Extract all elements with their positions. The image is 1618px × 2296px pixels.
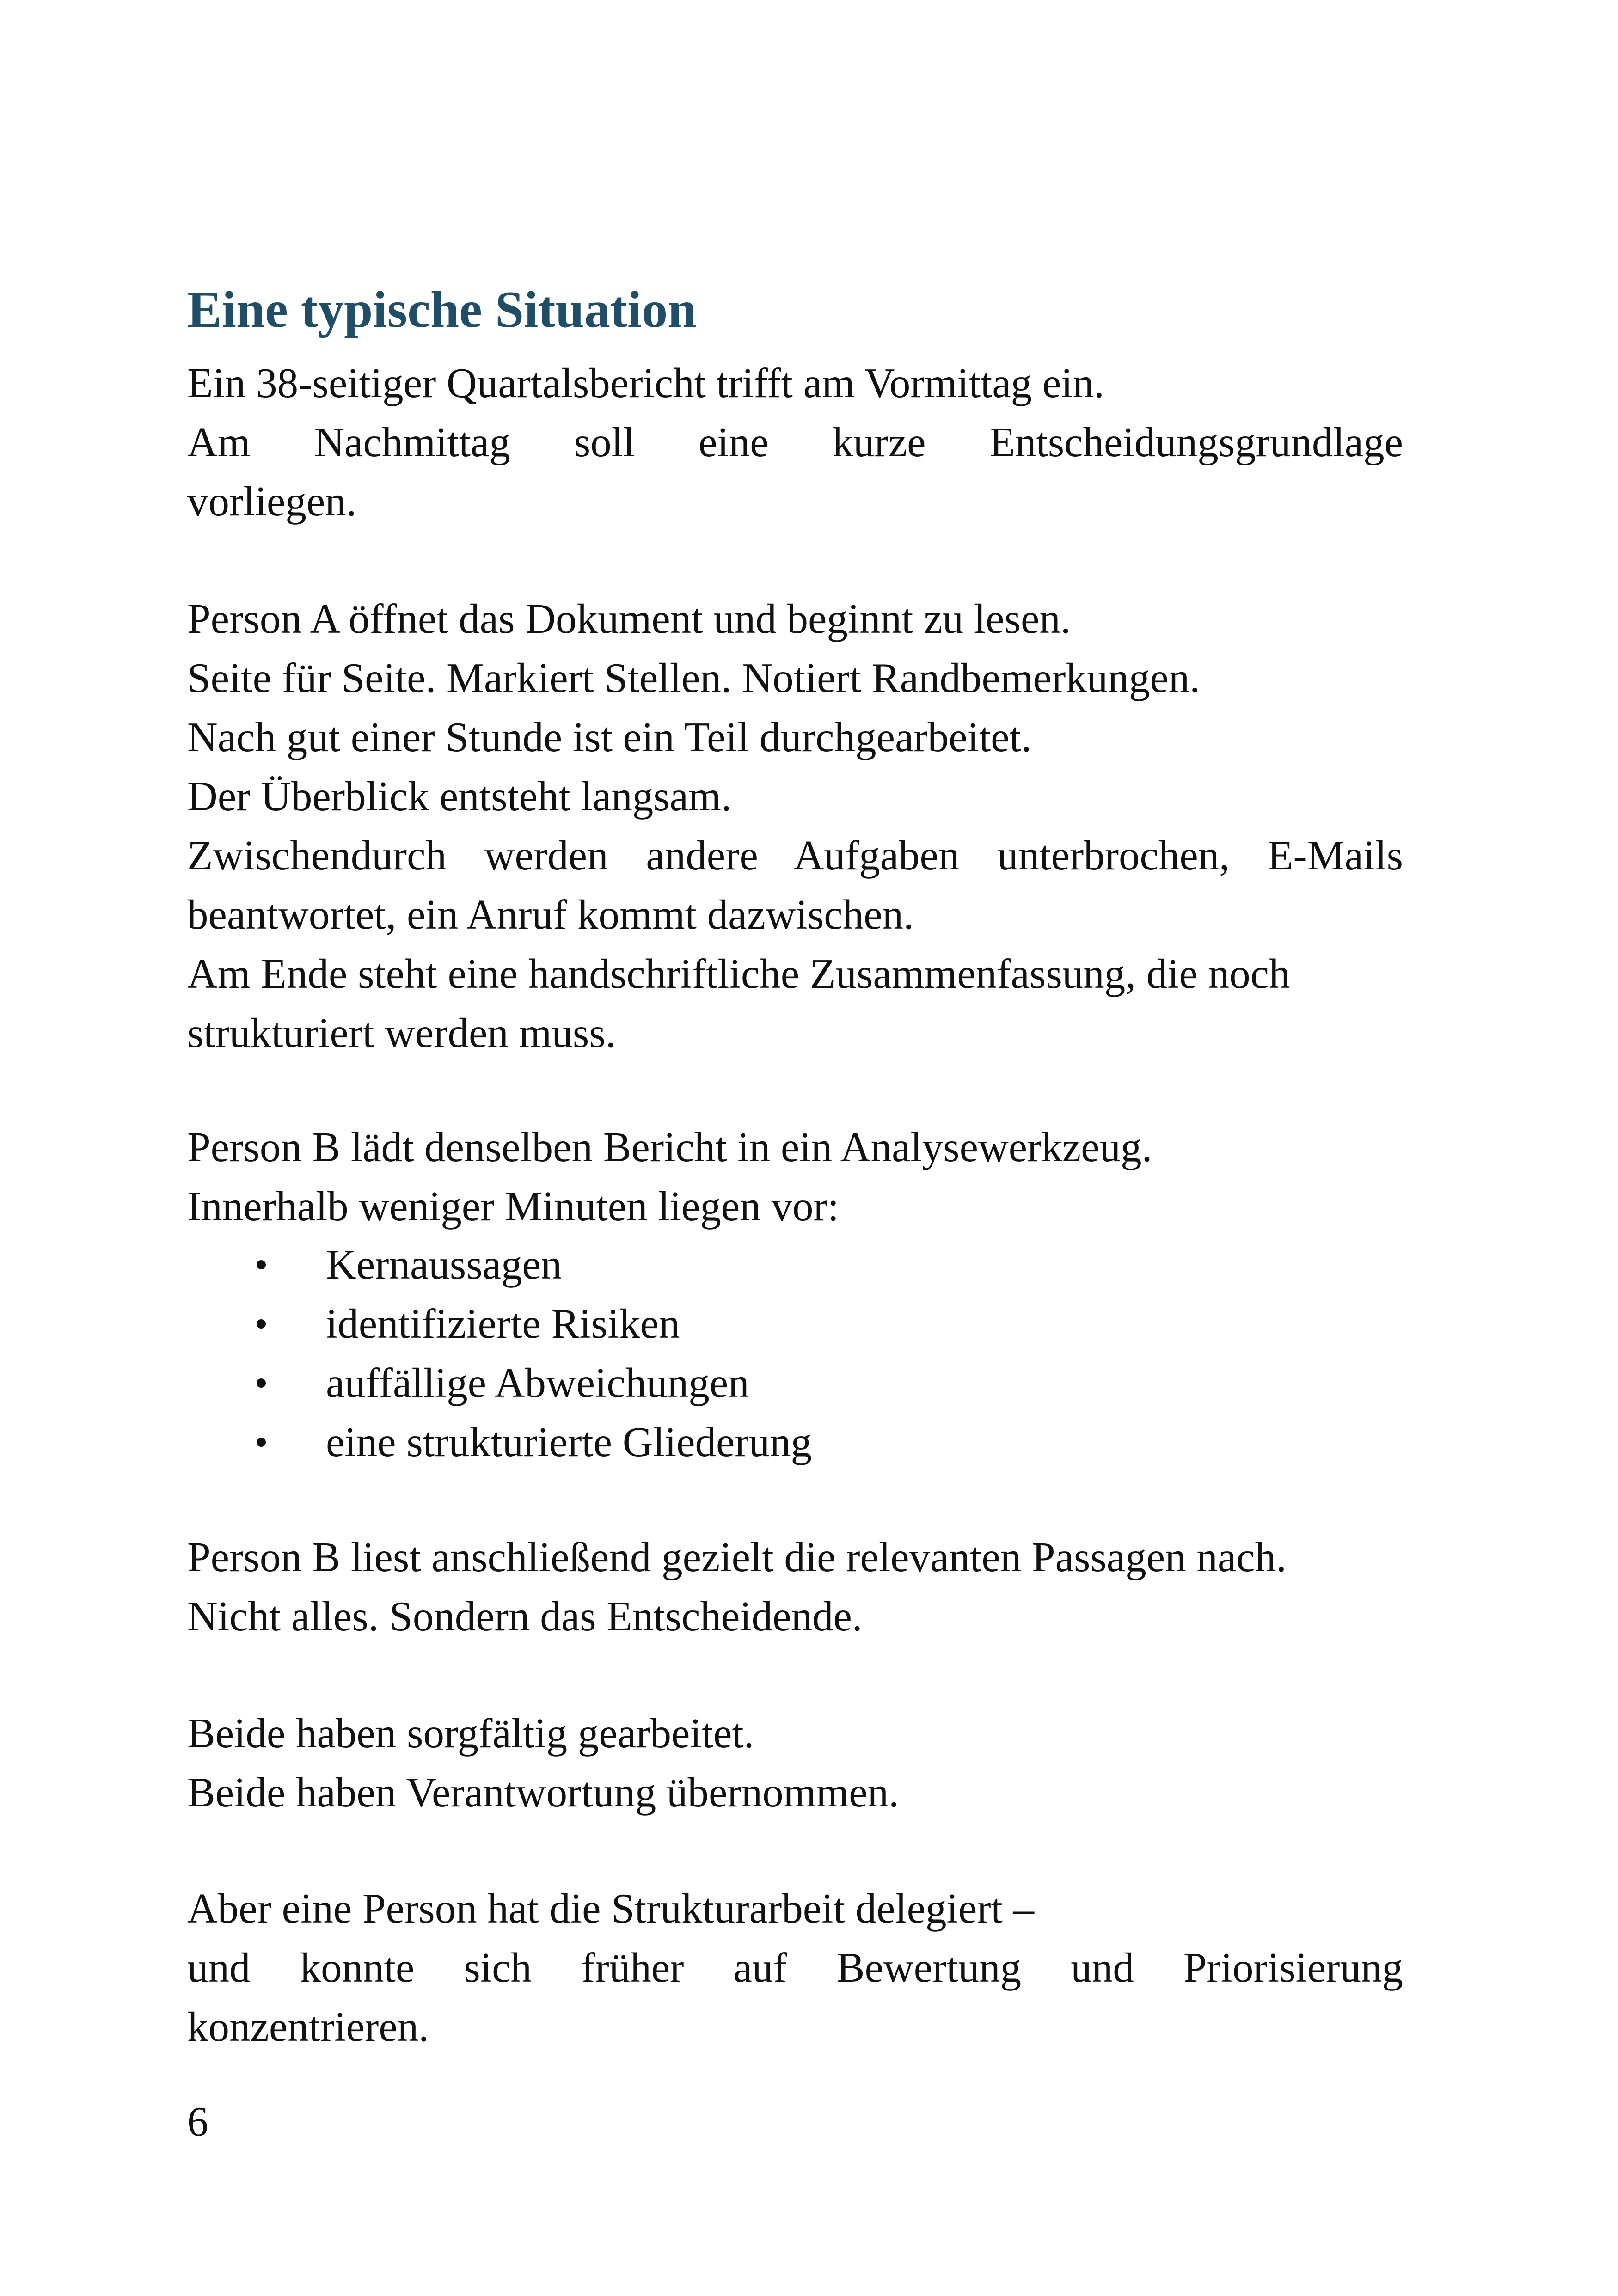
follow-up-paragraph [187,1528,1403,1646]
intro-line-3: vorliegen. [187,478,357,525]
list-item-text: eine strukturierte Gliederung [326,1419,812,1465]
person-b-paragraph [187,1118,1403,1236]
both-line-1: Beide haben sorgfältig gearbeitet. [187,1710,754,1757]
person-b-line-1: Person B lädt denselben Bericht in ein Analysewerkzeug. [187,1124,1152,1170]
list-item [187,1353,1403,1413]
person-b-line-2: Innerhalb weniger Minuten liegen vor: [187,1183,840,1230]
conclusion-line-3: konzentrieren. [187,2003,429,2050]
bullet-icon [257,1438,266,1447]
bullet-icon [257,1378,266,1388]
list-item [187,1235,1403,1294]
person-a-line-5: Zwischendurch werden andere Aufgaben unterbrochen, E-Mails [187,832,1403,879]
person-a-paragraph [187,589,1403,1063]
list-item [187,1294,1403,1353]
conclusion-line-2: und konnte sich früher auf Bewertung und Priorisierung [187,1944,1403,1991]
conclusion-paragraph [187,1879,1403,2057]
bullet-icon [257,1319,266,1329]
both-line-2: Beide haben Verantwortung übernommen. [187,1769,899,1816]
follow-up-line-2: Nicht alles. Sondern das Entscheidende. [187,1593,863,1640]
list-item-text: Kernaussagen [326,1241,562,1288]
person-a-line-1: Person A öffnet das Dokument und beginnt zu lesen. [187,595,1071,642]
person-a-line-6: beantwortet, ein Anruf kommt dazwischen. [187,891,914,938]
follow-up-line-1: Person B liest anschließend gezielt die relevanten Passagen nach. [187,1534,1287,1580]
both-paragraph [187,1704,1403,1822]
person-a-line-8: strukturiert werden muss. [187,1010,616,1056]
list-item [187,1413,1403,1472]
person-a-line-3: Nach gut einer Stunde ist ein Teil durchgearbeitet. [187,714,1032,760]
list-item-text: identifizierte Risiken [326,1300,680,1347]
list-item-text: auffällige Abweichungen [326,1359,749,1406]
page-number: 6 [187,2098,208,2145]
bullet-icon [257,1260,266,1269]
intro-line-1: Ein 38-seitiger Quartalsbericht trifft am Vormittag ein. [187,360,1104,406]
section-heading: Eine typische Situation [187,281,697,338]
person-a-line-7: Am Ende steht eine handschriftliche Zusammenfassung, die noch [187,950,1290,997]
intro-paragraph [187,354,1403,531]
conclusion-line-1: Aber eine Person hat die Strukturarbeit delegiert – [187,1885,1035,1932]
person-a-line-4: Der Überblick entsteht langsam. [187,773,732,820]
intro-line-2: Am Nachmittag soll eine kurze Entscheidungsgrundlage [187,419,1403,465]
results-list [187,1235,1403,1472]
person-a-line-2: Seite für Seite. Markiert Stellen. Notiert Randbemerkungen. [187,655,1200,701]
